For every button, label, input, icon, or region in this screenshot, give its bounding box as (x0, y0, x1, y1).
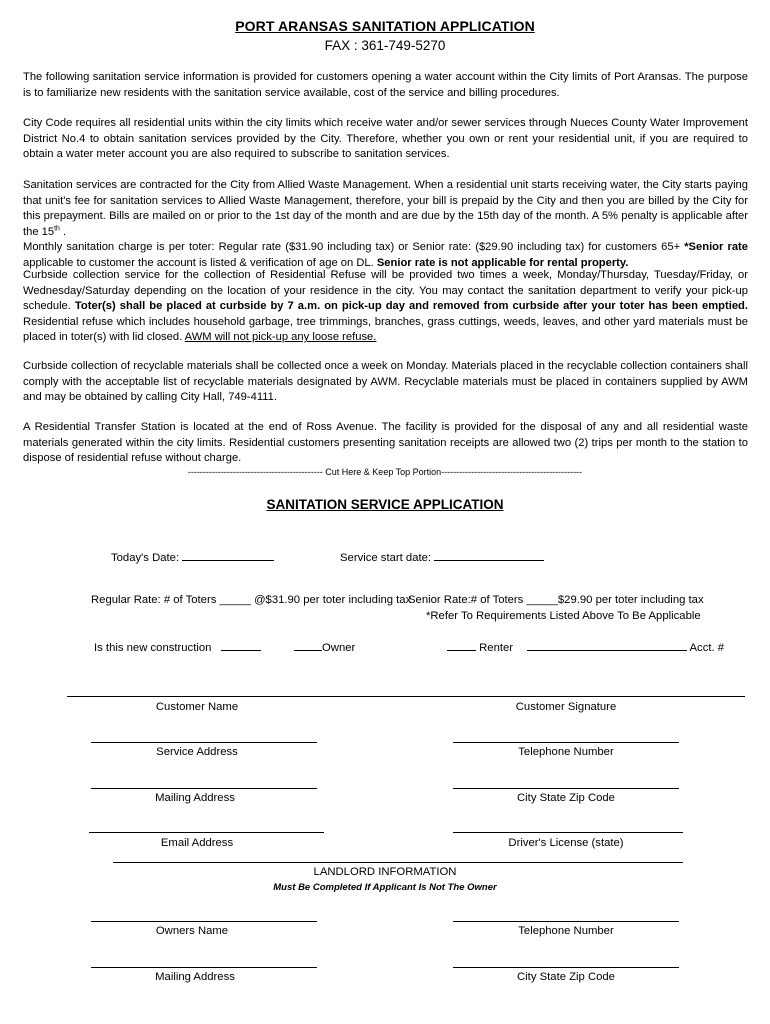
owner-city-state-zip-label: City State Zip Code (517, 971, 615, 983)
owner-mailing-address-line[interactable] (91, 967, 317, 968)
refuse-text: Residential refuse which includes household garbage, tree trimmings, branches, grass cuttings, weeds, leaves, and other yard materials must be placed in toter(s) with lid closed. (23, 315, 748, 344)
account-number-field[interactable] (527, 639, 724, 654)
form-title: SANITATION SERVICE APPLICATION (266, 497, 504, 512)
owner-city-state-zip-line[interactable] (453, 967, 679, 968)
owner-field[interactable] (294, 639, 355, 654)
info-paragraph-transfer-station: A Residential Transfer Station is located at the end of Ross Avenue. The facility is provided for the disposal of any and all residential waste materials generated within the city limits. Residential customers presenting sanitation receipts are allowed two (2) trips per month to the station to dispose of residential refuse without charge. (23, 421, 748, 465)
renter-field[interactable] (447, 639, 513, 654)
new-construction-blank[interactable] (221, 639, 261, 651)
owner-mailing-address-label: Mailing Address (155, 971, 235, 983)
service-address-line[interactable] (91, 742, 317, 743)
landlord-divider (113, 862, 683, 863)
service-start-blank[interactable] (434, 549, 544, 561)
info-paragraph-billing (23, 178, 748, 272)
todays-date-label: Today's Date: (111, 552, 183, 564)
service-start-label: Service start date: (340, 552, 435, 564)
landlord-note: Must Be Completed If Applicant Is Not The Owner (273, 882, 497, 893)
info-paragraph-city-code: City Code requires all residential units within the city limits which receive water and/or sewer services through Nueces County Water Improvement District No.4 to obtain sanitation services provided by the City. Therefore, whether you own or rent your residential unit, if you are required to obtain a water meter account you are also required to subscribe to sanitation services. (23, 117, 748, 161)
senior-rate-field[interactable]: Senior Rate:# of Toters _____$29.90 per toter including tax (408, 594, 704, 606)
regular-rate-field[interactable]: Regular Rate: # of Toters _____ @$31.90 per toter including tax (91, 594, 412, 606)
new-construction-label: Is this new construction (94, 642, 212, 654)
customer-name-label: Customer Name (155, 701, 239, 713)
customer-name-line[interactable] (67, 696, 745, 697)
info-paragraph-recycling: Curbside collection of recyclable materials shall be collected once a week on Monday. Materials placed in the recyclable collection containers shall comply with the acceptable list of recyclable materials designated by AWM. Recyclable materials must be placed in containers supplied by AWM and may be obtained by calling City Hall, 749-4111. (23, 360, 748, 404)
city-state-zip-line[interactable] (453, 788, 679, 789)
account-number-label: Acct. # (687, 642, 725, 654)
email-address-label: Email Address (160, 837, 234, 849)
owner-telephone-label: Telephone Number (518, 925, 614, 937)
telephone-number-line[interactable] (453, 742, 679, 743)
owner-telephone-line[interactable] (453, 921, 679, 922)
toter-placement-rule: Toter(s) shall be placed at curbside by 7 a.m. on pick-up day and removed from curbside after your toter has been emptied. (74, 300, 749, 313)
info-paragraph-purpose: The following sanitation service information is provided for customers opening a water account within the City limits of Port Aransas. The purpose is to familiarize new residents with the sanitation service available, cost of the service and billing procedures. (23, 71, 748, 99)
service-start-field[interactable] (340, 549, 544, 564)
city-state-zip-label: City State Zip Code (517, 792, 615, 804)
mailing-address-line[interactable] (91, 788, 317, 789)
drivers-license-line[interactable] (453, 832, 683, 833)
ordinal-suffix: th (54, 225, 60, 233)
curbside-text: Curbside collection service for the collection of Residential Refuse will be provided two times a week, Monday/Thursday, Tuesday/Friday, or Wednesday/Saturday depending on the location of your residence in the city. You may contact the sanitation department to verify your pick-up schedule. (23, 269, 748, 313)
info-paragraph-curbside (23, 268, 748, 346)
telephone-number-label: Telephone Number (518, 746, 614, 758)
cut-line: --------------------------------------------- Cut Here & Keep Top Portion----------------------------------------------- (187, 467, 583, 477)
customer-signature-label: Customer Signature (515, 701, 617, 713)
senior-rate-rental-note: Senior rate is not applicable for rental property. (376, 256, 629, 269)
loose-refuse-note: AWM will not pick-up any loose refuse. (184, 331, 377, 344)
owners-name-label: Owners Name (155, 925, 229, 937)
new-construction-field[interactable] (94, 639, 261, 654)
monthly-charge-text: Monthly sanitation charge is per toter: Regular rate ($31.90 including tax) or Senior rate: ($29.90 including tax) for customers 65+ (23, 241, 685, 254)
senior-rate-label: *Senior rate (684, 241, 748, 254)
mailing-address-label: Mailing Address (155, 792, 235, 804)
email-address-line[interactable] (89, 832, 324, 833)
todays-date-field[interactable] (111, 549, 274, 564)
fax-number: FAX : 361-749-5270 (324, 38, 446, 53)
todays-date-blank[interactable] (182, 549, 274, 561)
owners-name-line[interactable] (91, 921, 317, 922)
billing-text: Sanitation services are contracted for the City from Allied Waste Management. When a residential unit starts receiving water, the City starts paying that unit's fee for sanitation services to Allied Waste Management, therefore, your bill is prepaid by the City and then you are billed by the City for this prepayment. Bills are mailed on or prior to the 1st day of the month and are due by the 15th day of the month. A 5% penalty is applicable after the 15 (23, 179, 748, 238)
owner-blank[interactable] (294, 639, 322, 651)
senior-rate-text: applicable to customer the account is listed & verification of age on DL. (23, 256, 377, 269)
senior-rate-note: *Refer To Requirements Listed Above To Be Applicable (426, 610, 701, 622)
service-address-label: Service Address (156, 746, 238, 758)
drivers-license-label: Driver's License (state) (508, 837, 624, 849)
renter-blank[interactable] (447, 639, 476, 651)
account-number-blank[interactable] (527, 639, 687, 651)
owner-label: Owner (322, 642, 356, 654)
page-title: PORT ARANSAS SANITATION APPLICATION (235, 18, 535, 34)
billing-end: . (59, 225, 67, 238)
renter-label: Renter (476, 642, 514, 654)
landlord-heading: LANDLORD INFORMATION (313, 866, 457, 878)
